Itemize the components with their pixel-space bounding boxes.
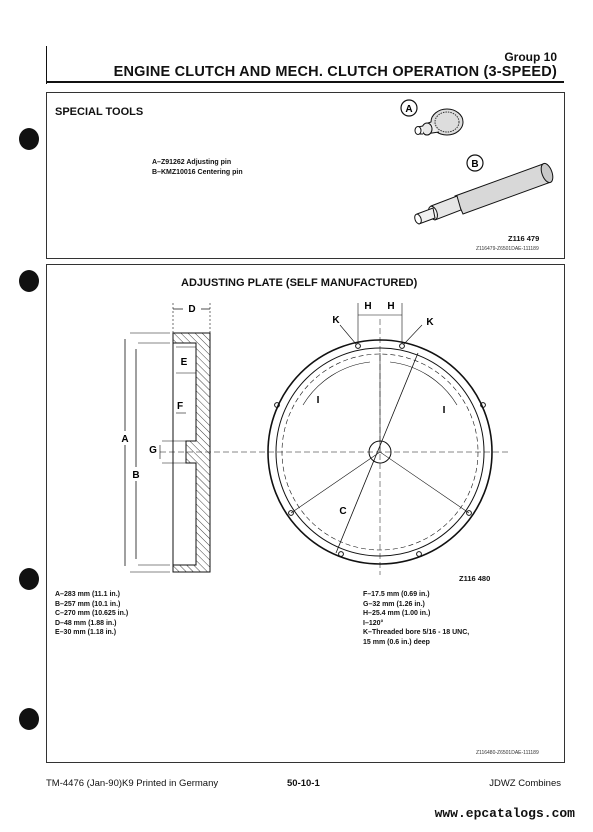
legend-k: K–Threaded bore 5/16 - 18 UNC, (363, 629, 470, 637)
label-a: A (121, 434, 129, 445)
special-tools-figure-id: Z116 479 (508, 234, 540, 243)
callout-a: A (405, 104, 413, 115)
tool-item-b: B–KMZ10016 Centering pin (152, 169, 243, 176)
plate-figure-id: Z116 480 (459, 574, 491, 583)
callout-b: B (471, 159, 479, 170)
label-e: E (180, 357, 188, 368)
footer-watermark[interactable]: www.epcatalogs.com (434, 806, 575, 821)
legend-a: A–283 mm (11.1 in.) (55, 591, 120, 598)
plate-ref-code: Z116480-Z6501DAE-111189 (476, 750, 539, 756)
special-tools-ref-code: Z116479-Z6501DAE-111189 (476, 246, 539, 252)
footer-doc-id: TM-4476 (Jan-90)K9 Printed in Germany (46, 778, 219, 789)
label-g: G (149, 445, 157, 456)
adjusting-plate-title: ADJUSTING PLATE (SELF MANUFACTURED) (181, 277, 418, 289)
special-tools-title: SPECIAL TOOLS (55, 106, 144, 118)
page-title: ENGINE CLUTCH AND MECH. CLUTCH OPERATION (3-SPEED) (113, 64, 557, 80)
header-left-rule (46, 46, 47, 84)
footer-page-number: 50-10-1 (287, 778, 320, 789)
binder-hole-3 (19, 568, 39, 590)
label-f: F (176, 401, 184, 412)
label-c: C (339, 506, 347, 517)
legend-g: G–32 mm (1.26 in.) (363, 600, 425, 608)
legend-k-depth: 15 mm (0.6 in.) deep (363, 638, 430, 646)
label-b: B (132, 470, 140, 481)
legend-d: D–48 mm (1.88 in.) (55, 619, 117, 627)
centering-pin-drawing (413, 162, 555, 225)
special-tools-illustration (395, 96, 560, 241)
label-i-left: I (316, 395, 320, 406)
label-h-left: H (364, 301, 372, 312)
legend-f: F–17.5 mm (0.69 in.) (363, 591, 430, 598)
tool-item-a: A–Z91262 Adjusting pin (152, 159, 232, 166)
legend-e: E–30 mm (1.18 in.) (55, 629, 117, 637)
header-rule (46, 81, 564, 83)
label-d: D (188, 304, 196, 315)
legend-left (55, 590, 128, 638)
adjusting-plate-drawing (100, 295, 520, 585)
legend-b: B–257 mm (10.1 in.) (55, 600, 121, 608)
binder-hole-4 (19, 708, 39, 730)
label-h-right: H (387, 301, 395, 312)
binder-hole-2 (19, 270, 39, 292)
plate-side-view (118, 302, 510, 572)
adjusting-pin-drawing (415, 109, 463, 135)
legend-i: I–120° (363, 619, 384, 627)
legend-c: C–270 mm (10.625 in.) (55, 610, 129, 618)
plate-front-view (268, 301, 492, 575)
label-i-right: I (442, 405, 446, 416)
legend-right (363, 590, 469, 648)
binder-hole-1 (19, 128, 39, 150)
legend-h: H–25.4 mm (1.00 in.) (363, 610, 431, 618)
group-label: Group 10 (504, 50, 557, 64)
label-k-right: K (426, 317, 434, 328)
label-k-left: K (332, 315, 340, 326)
footer-product: JDWZ Combines (489, 778, 561, 789)
